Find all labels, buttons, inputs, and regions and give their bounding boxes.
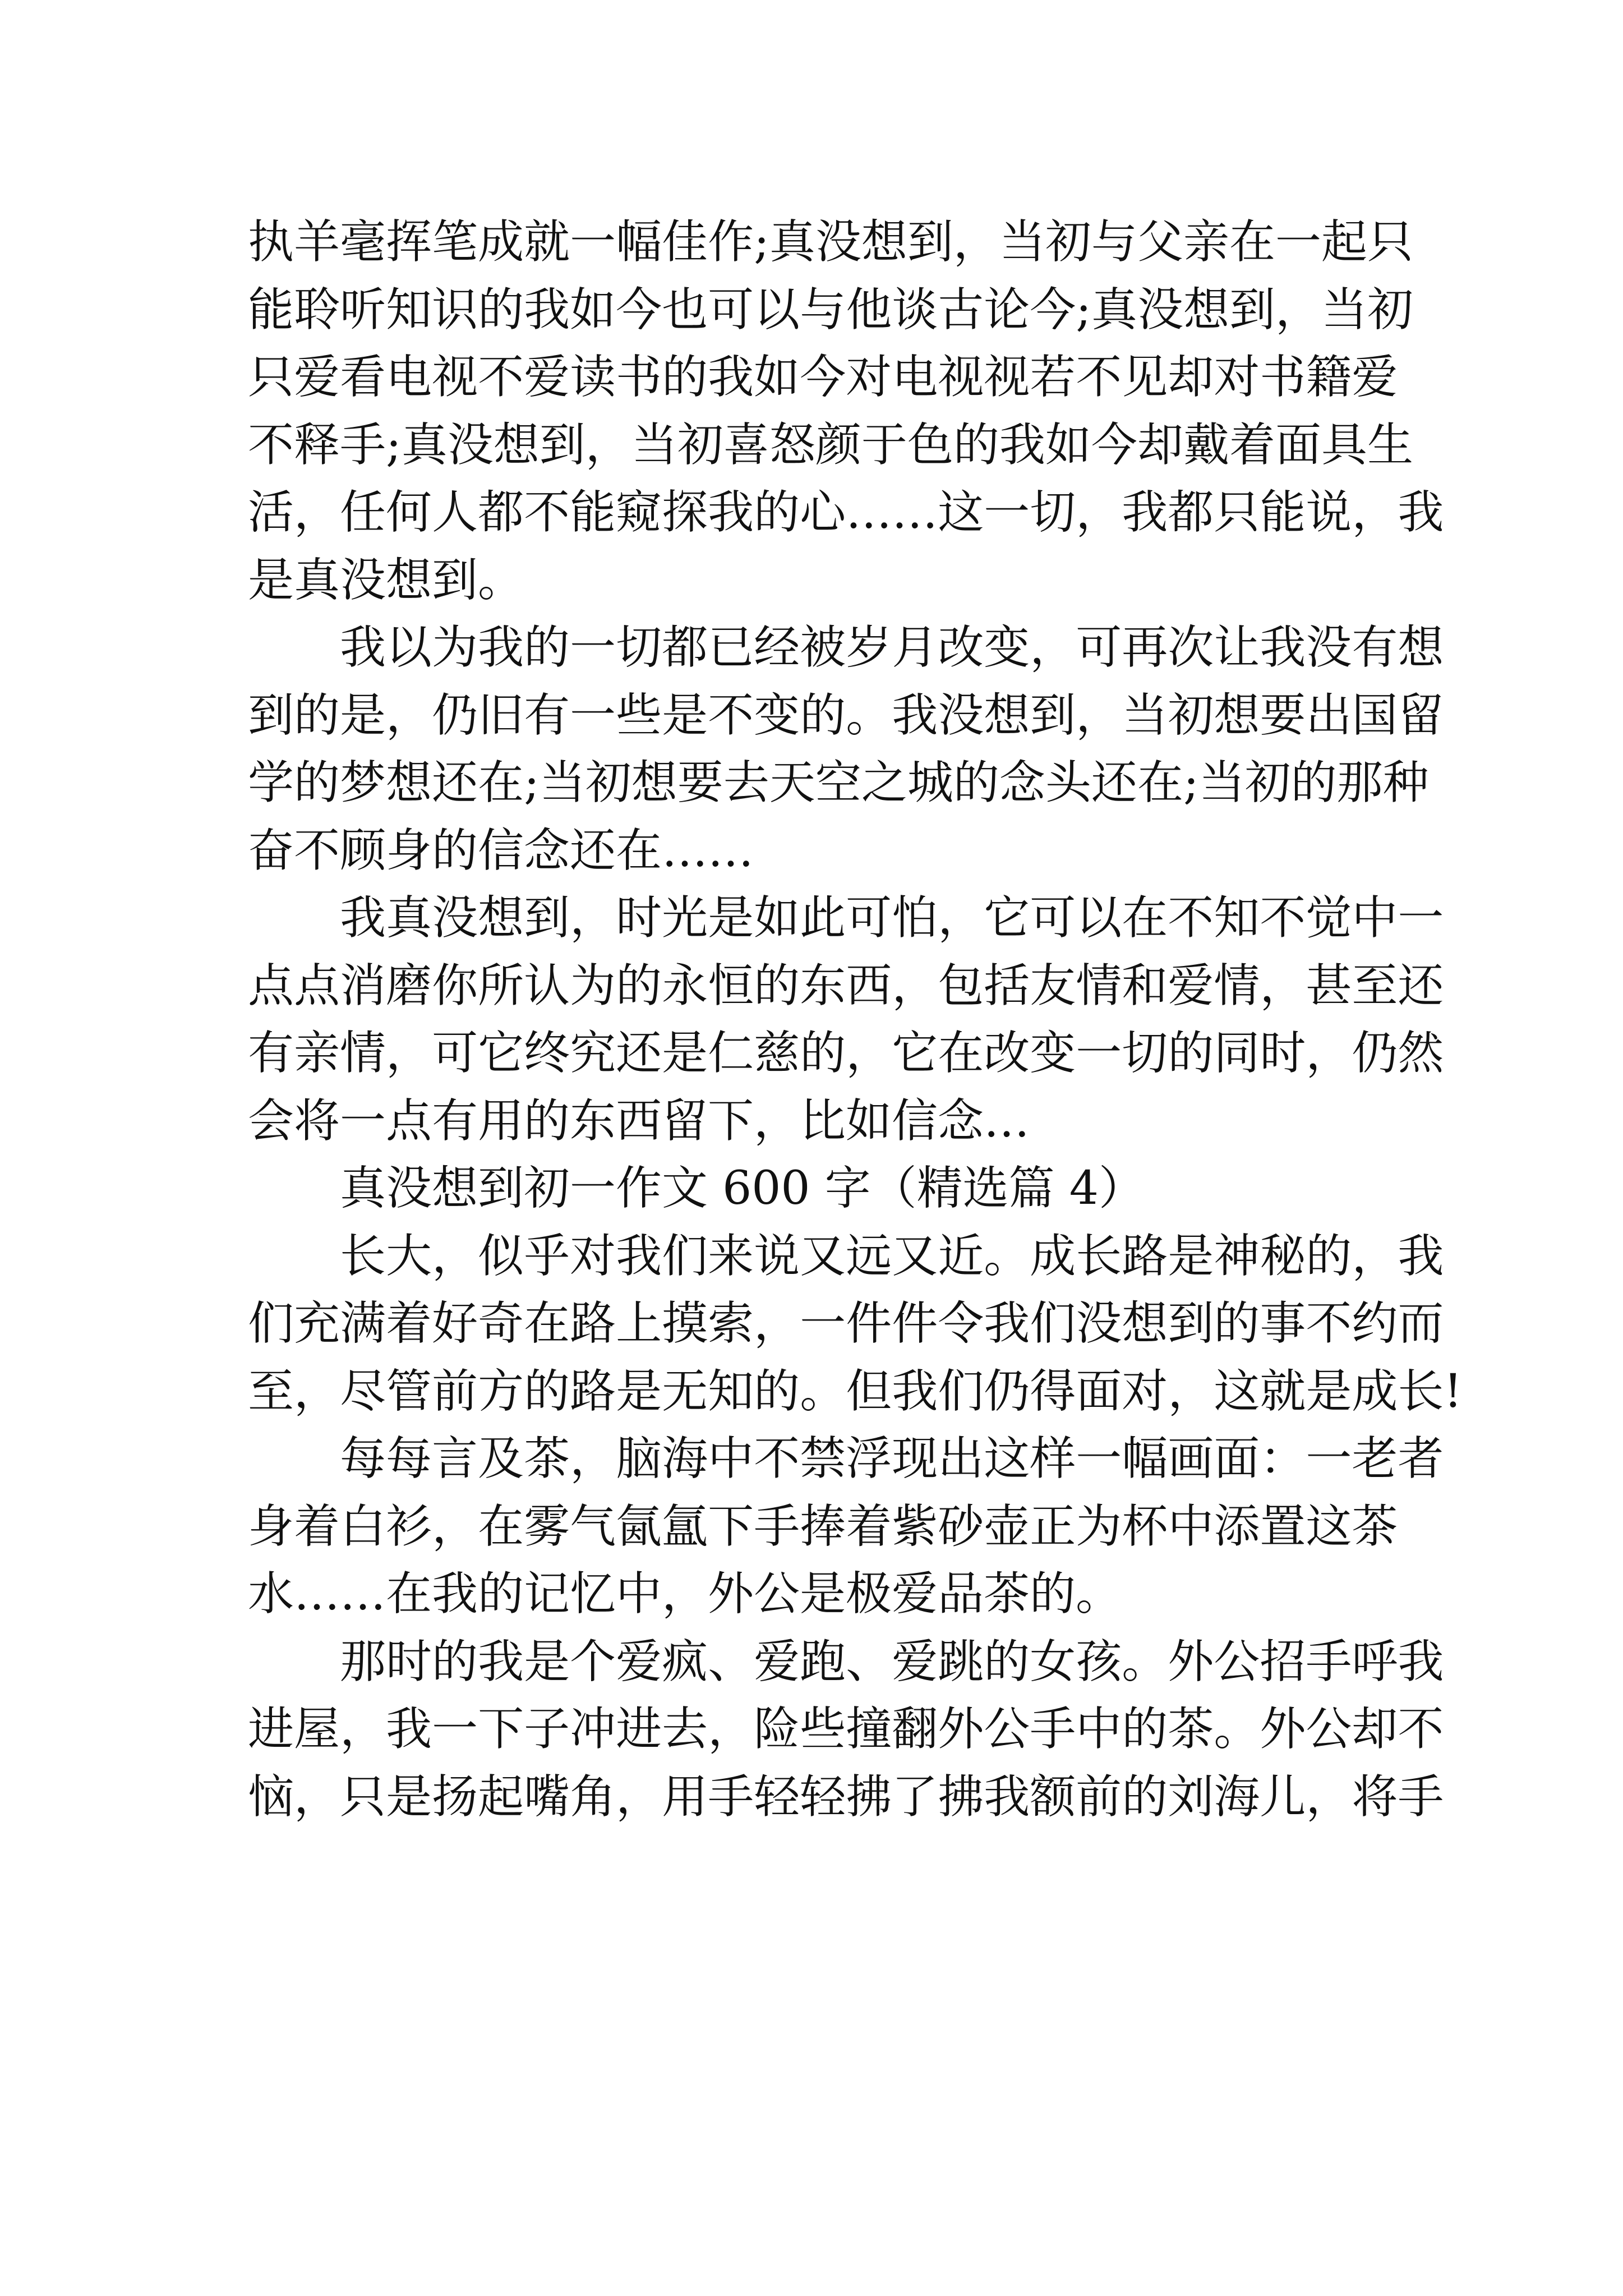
text-line: 奋不顾身的信念还在……: [248, 823, 754, 877]
text-line: 恼 ， 只 是 扬 起 嘴 角 ， 用 手 轻 轻 拂 了 拂 我 额 前 的 刘 海 儿 ， 将 手: [248, 1770, 1444, 1824]
text-line: 我 以 为 我 的 一 切 都 已 经 被 岁 月 改 变 ， 可 再 次 让 我 没 有 想: [340, 621, 1444, 674]
text-line: 活 ， 任 何 人 都 不 能 窥 探 我 的 心 … … 这 一 切 ， 我 都 只 能 说 ， 我: [248, 486, 1444, 539]
text-line: 有 亲 情 ， 可 它 终 究 还 是 仁 慈 的 ， 它 在 改 变 一 切 的 同 时 ， 仍 然: [248, 1027, 1444, 1080]
text-line: 会将一点有用的东西留下，比如信念…: [248, 1094, 1030, 1148]
text-line: 点 点 消 磨 你 所 认 为 的 永 恒 的 东 西 ， 包 括 友 情 和 爱 情 ， 甚 至 还: [248, 959, 1444, 1013]
essay-body-text: [248, 209, 1463, 1831]
text-line: 学 的 梦 想 还 在 ; 当 初 想 要 去 天 空 之 城 的 念 头 还 在 ; 当 初 的 那 种: [248, 756, 1429, 809]
text-line: 们 充 满 着 好 奇 在 路 上 摸 索 ， 一 件 件 令 我 们 没 想 到 的 事 不 约 而: [248, 1297, 1444, 1350]
text-line: 至 ， 尽 管 前 方 的 路 是 无 知 的 。 但 我 们 仍 得 面 对 ， 这 就 是 成 长 !: [248, 1364, 1463, 1418]
text-line: 每 每 言 及 茶 ， 脑 海 中 不 禁 浮 现 出 这 样 一 幅 画 面 ： 一 老 者: [340, 1432, 1444, 1485]
text-line: 我 真 没 想 到 ， 时 光 是 如 此 可 怕 ， 它 可 以 在 不 知 不 觉 中 一: [340, 891, 1444, 945]
text-line: 水……在我的记忆中，外公是极爱品茶的。: [248, 1567, 1122, 1621]
text-line: 能 聆 听 知 识 的 我 如 今 也 可 以 与 他 谈 古 论 今 ; 真 没 想 到 ， 当 初: [248, 283, 1414, 337]
text-line: 到 的 是 ， 仍 旧 有 一 些 是 不 变 的 。 我 没 想 到 ， 当 初 想 要 出 国 留: [248, 688, 1444, 742]
text-line: 只 爱 看 电 视 不 爱 读 书 的 我 如 今 对 电 视 视 若 不 见 却 对 书 籍 爱: [248, 351, 1398, 404]
text-line: 身 着 白 衫 ， 在 雾 气 氤 氲 下 手 捧 着 紫 砂 壶 正 为 杯 中 添 置 这 茶: [248, 1499, 1398, 1553]
text-line: 执 羊 毫 挥 笔 成 就 一 幅 佳 作 ; 真 没 想 到 ， 当 初 与 父 亲 在 一 起 只: [248, 215, 1414, 269]
text-line: 那 时 的 我 是 个 爱 疯 、 爱 跑 、 爱 跳 的 女 孩 。 外 公 招 手 呼 我: [340, 1635, 1444, 1688]
text-line: 长 大 ， 似 乎 对 我 们 来 说 又 远 又 近 。 成 长 路 是 神 秘 的 ， 我: [340, 1229, 1444, 1283]
text-line: 真没想到初一作文 600 字（精选篇 4）: [340, 1162, 1145, 1215]
text-line: 不 释 手 ; 真 没 想 到 ， 当 初 喜 怒 颜 于 色 的 我 如 今 却 戴 着 面 具 生: [248, 418, 1414, 472]
text-line: 进 屋 ， 我 一 下 子 冲 进 去 ， 险 些 撞 翻 外 公 手 中 的 茶 。 外 公 却 不: [248, 1703, 1444, 1756]
text-line: 是真没想到。: [248, 553, 524, 607]
